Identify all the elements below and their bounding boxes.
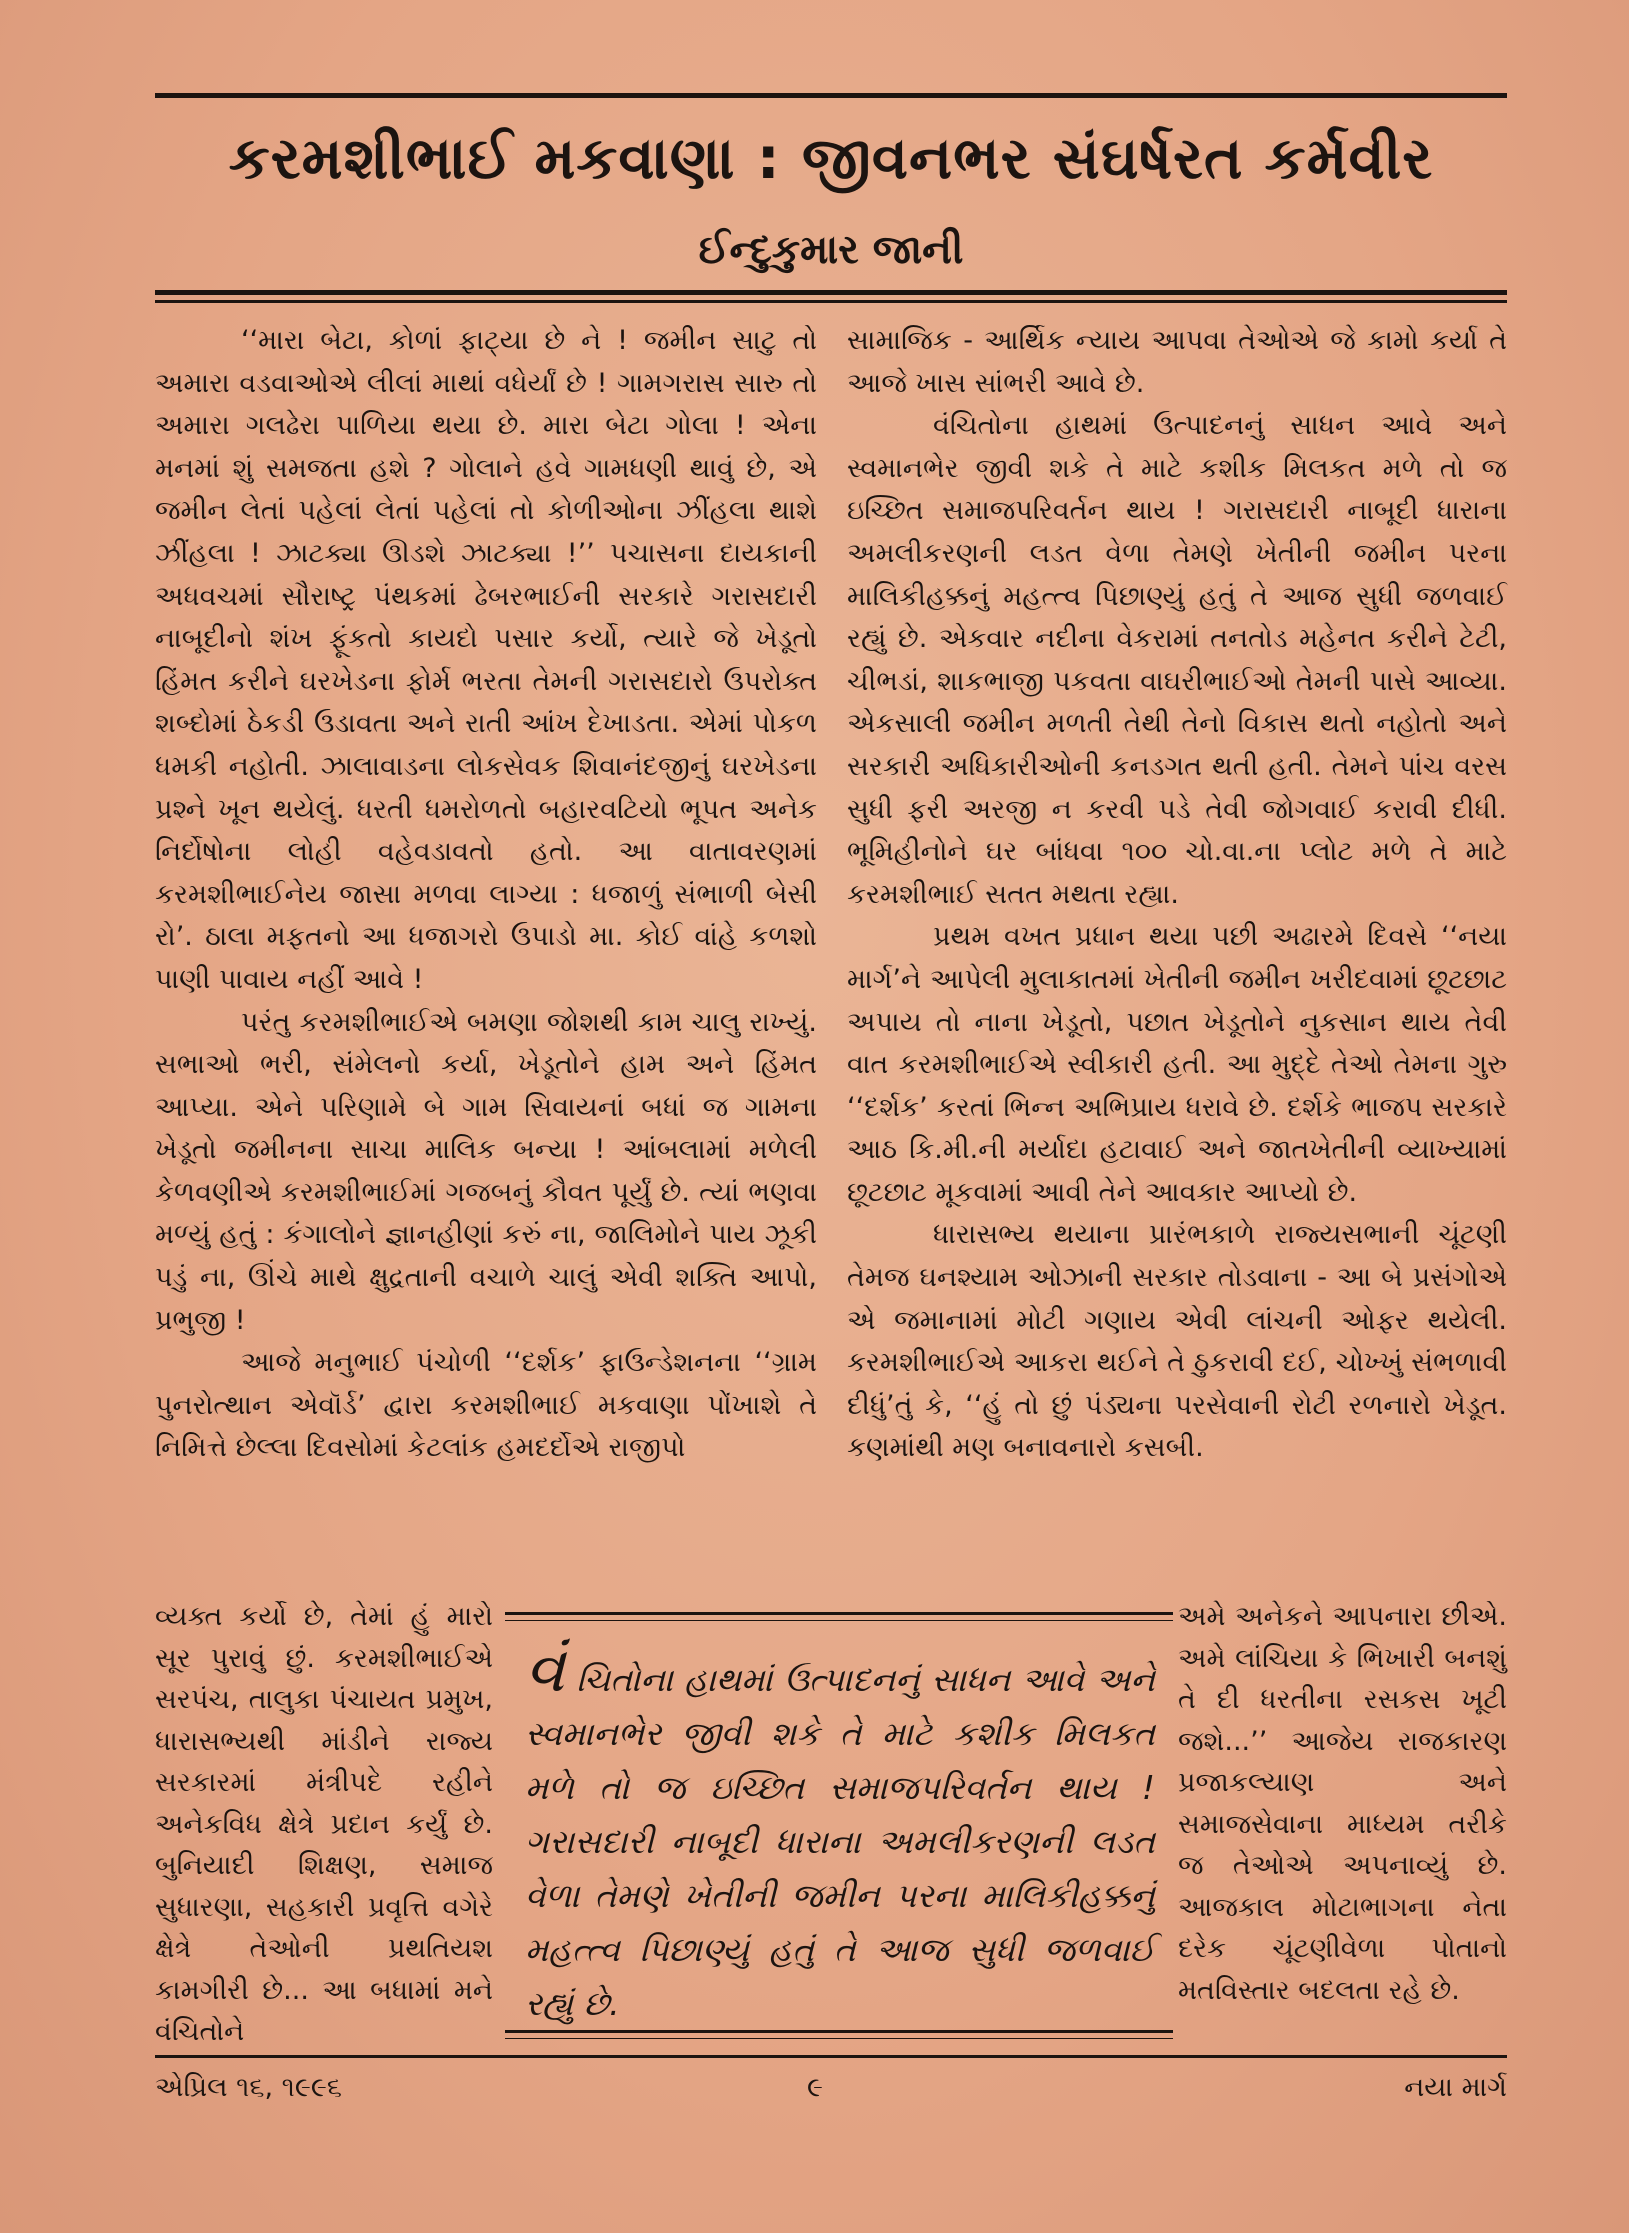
- pull-quote-top-rule: [505, 1612, 1173, 1615]
- right-paragraph-1: સામાજિક - આર્થિક ન્યાય આપવા તેઓએ જે કામો કર્યા તે આજે ખાસ સાંભરી આવે છે.: [847, 325, 1507, 399]
- article-title: કરમશીભાઈ મકવાણા : જીવનભર સંઘર્ષરત કર્મવીર: [228, 124, 1434, 192]
- left-paragraph-3: આજે મનુભાઈ પંચોળી ‘‘દર્શક’ ફાઉન્ડેશનના ‘‘ગ્રામ પુનરોત્થાન એવૉર્ડ’ દ્વારા કરમશીભાઈ મકવાણા પોંખાશે તે નિમિત્તે છેલ્લા દિવસોમાં કેટલાંક હમદર્દોએ રાજીપો: [155, 1347, 817, 1464]
- left-column: [155, 320, 817, 1470]
- pull-quote: [525, 1633, 1155, 2031]
- title-divider: [155, 290, 1507, 303]
- pull-quote-text: ચિતોના હાથમાં ઉત્પાદનનું સાધન આવે અને સ્વમાનભેર જીવી શકે તે માટે કશીક મિલકત મળે તો જ ઇચ્છિત સમાજપરિવર્તન થાય ! ગરાસદારી નાબૂદી ધારાના અમલીકરણની લડત વેળા તેમણે ખેતીની જમીન પરના માલિકીહક્કનું મહત્ત્વ પિછાણ્યું હતું તે આજ સુધી જળવાઈ રહ્યું છે.: [525, 1660, 1155, 2023]
- right-paragraph-2: વંચિતોના હાથમાં ઉત્પાદનનું સાધન આવે અને સ્વમાનભેર જીવી શકે તે માટે કશીક મિલકત મળે તો જ ઇચ્છિત સમાજપરિવર્તન થાય ! ગરાસદારી નાબૂદી ધારાના અમલીકરણની લડત વેળા તેમણે ખેતીની જમીન પરના માલિકીહક્કનું મહત્ત્વ પિછાણ્યું હતું તે આજ સુધી જળવાઈ રહ્યું છે. એકવાર નદીના વેકરામાં તનતોડ મહેનત કરીને ટેટી, ચીભડાં, શાકભાજી પકવતા વાઘરીભાઈઓ તેમની પાસે આવ્યા. એકસાલી જમીન મળતી તેથી તેનો વિકાસ થતો નહોતો અને સરકારી અધિકારીઓની કનડગત થતી હતી. તેમને પાંચ વરસ સુધી ફરી અરજી ન કરવી પડે તેવી જોગવાઈ કરાવી દીધી. ભૂમિહીનોને ઘર બાંધવા ૧૦૦ ચો.વા.ના પ્લોટ મળે તે માટે કરમશીભાઈ સતત મથતા રહ્યા.: [847, 410, 1507, 910]
- footer-date: એપ્રિલ ૧૬, ૧૯૯૬: [155, 2072, 342, 2103]
- footer-publication: નયા માર્ગ: [1404, 2072, 1507, 2103]
- right-column-continued: [1178, 1596, 1507, 2011]
- right-column: [847, 320, 1507, 1470]
- right-paragraph-3: પ્રથમ વખત પ્રધાન થયા પછી અઢારમે દિવસે ‘‘નયા માર્ગ’ને આપેલી મુલાકાતમાં ખેતીની જમીન ખરીદવામાં છૂટછાટ અપાય તો નાના ખેડૂતો, પછાત ખેડૂતોને નુકસાન થાય તેવી વાત કરમશીભાઈએ સ્વીકારી હતી. આ મુદ્દે તેઓ તેમના ગુરુ ‘‘દર્શક’ કરતાં ભિન્ન અભિપ્રાય ધરાવે છે. દર્શકે ભાજપ સરકારે આઠ કિ.મી.ની મર્યાદા હટાવાઈ અને જાતખેતીની વ્યાખ્યામાં છૂટછાટ મૂકવામાં આવી તેને આવકાર આપ્યો છે.: [847, 921, 1507, 1208]
- article-author: ઈન્દુકુમાર જાની: [698, 227, 964, 273]
- left-paragraph-1: ‘‘મારા બેટા, કોળાં ફાટ્યા છે ને ! જમીન સાટુ તો અમારા વડવાઓએ લીલાં માથાં વધેર્યાં છે ! ગામગરાસ સારુ તો અમારા ગલઢેરા પાળિયા થયા છે. મારા બેટા ગોલા ! એના મનમાં શું સમજતા હશે ? ગોલાને હવે ગામધણી થાવું છે, એ જમીન લેતાં પહેલાં લેતાં પહેલાં તો કોળીઓના ઝીંહલા થાશે ઝીંહલા ! ઝાટક્યા ઊડશે ઝાટક્યા !’’ પચાસના દાયકાની અધવચમાં સૌરાષ્ટ્ર પંથકમાં ઢેબરભાઈની સરકારે ગરાસદારી નાબૂદીનો શંખ ફૂંકતો કાયદો પસાર કર્યો, ત્યારે જે ખેડૂતો હિંમત કરીને ઘરખેડના ફોર્મ ભરતા તેમની ગરાસદારો ઉપરોક્ત શબ્દોમાં ઠેકડી ઉડાવતા અને રાતી આંખ દેખાડતા. એમાં પોકળ ધમકી નહોતી. ઝાલાવાડના લોકસેવક શિવાનંદજીનું ઘરખેડના પ્રશ્ને ખૂન થયેલું. ધરતી ધમરોળતો બહારવટિયો ભૂપત અનેક નિર્દોષોના લોહી વહેવડાવતો હતો. આ વાતાવરણમાં કરમશીભાઈનેય જાસા મળવા લાગ્યા : ધજાળું સંભાળી બેસી રો’. ઠાલા મફતનો આ ધજાગરો ઉપાડો મા. કોઈ વાંહે કળશો પાણી પાવાય નહીં આવે !: [155, 325, 817, 995]
- left-paragraph-4: વ્યક્ત કર્યો છે, તેમાં હું મારો સૂર પુરાવું છું. કરમશીભાઈએ સરપંચ, તાલુકા પંચાયત પ્રમુખ, ધારાસભ્યથી માંડીને રાજ્ય સરકારમાં મંત્રીપદે રહીને અનેકવિધ ક્ષેત્રે પ્રદાન કર્યું છે. બુનિયાદી શિક્ષણ, સમાજ સુધારણા, સહકારી પ્રવૃત્તિ વગેરે ક્ષેત્રે તેઓની પ્રથતિયશ કામગીરી છે... આ બધામાં મને વંચિતોને: [155, 1601, 493, 2047]
- footer-rule: [155, 2055, 1507, 2058]
- footer-page-number: ૯: [807, 2072, 823, 2103]
- pull-quote-bottom-rule: [505, 2030, 1173, 2033]
- left-column-continued: [155, 1596, 493, 2053]
- pull-quote-bottom-rule-thin: [505, 2038, 1173, 2039]
- right-paragraph-4: ધારાસભ્ય થયાના પ્રારંભકાળે રાજ્યસભાની ચૂંટણી તેમજ ઘનશ્યામ ઓઝાની સરકાર તોડવાના - આ બે પ્રસંગોએ એ જમાનામાં મોટી ગણાય એવી લાંચની ઓફર થયેલી. કરમશીભાઈએ આકરા થઈને તે ઠુકરાવી દઈ, ચોખ્ખું સંભળાવી દીધું’તું કે, ‘‘હું તો છું પંડ્યના પરસેવાની રોટી રળનારો ખેડૂત. કણમાંથી મણ બનાવનારો કસબી.: [847, 1219, 1507, 1464]
- header-rule: [155, 93, 1507, 98]
- pull-quote-dropcap: વં: [525, 1633, 565, 1707]
- pull-quote-top-rule-thin: [505, 1620, 1173, 1621]
- right-paragraph-5: અમે અનેકને આપનારા છીએ. અમે લાંચિયા કે ભિખારી બનશું તે દી ધરતીના રસકસ ખૂટી જશે...’’ આજેય રાજકારણ પ્રજાકલ્યાણ અને સમાજસેવાના માધ્યમ તરીકે જ તેઓએ અપનાવ્યું છે. આજકાલ મોટાભાગના નેતા દરેક ચૂંટણીવેળા પોતાનો મતવિસ્તાર બદલતા રહે છે.: [1178, 1601, 1507, 2006]
- left-paragraph-2: પરંતુ કરમશીભાઈએ બમણા જોશથી કામ ચાલુ રાખ્યું. સભાઓ ભરી, સંમેલનો કર્યા, ખેડૂતોને હામ અને હિંમત આપ્યા. એને પરિણામે બે ગામ સિવાયનાં બધાં જ ગામના ખેડૂતો જમીનના સાચા માલિક બન્યા ! આંબલામાં મળેલી કેળવણીએ કરમશીભાઈમાં ગજબનું કૌવત પૂર્યું છે. ત્યાં ભણવા મળ્યું હતું : કંગાલોને જ્ઞાનહીણાં કરું ના, જાલિમોને પાય ઝૂકી પડું ના, ઊંચે માથે ક્ષુદ્રતાની વચાળે ચાલું એવી શક્તિ આપો, પ્રભુજી !: [155, 1006, 817, 1336]
